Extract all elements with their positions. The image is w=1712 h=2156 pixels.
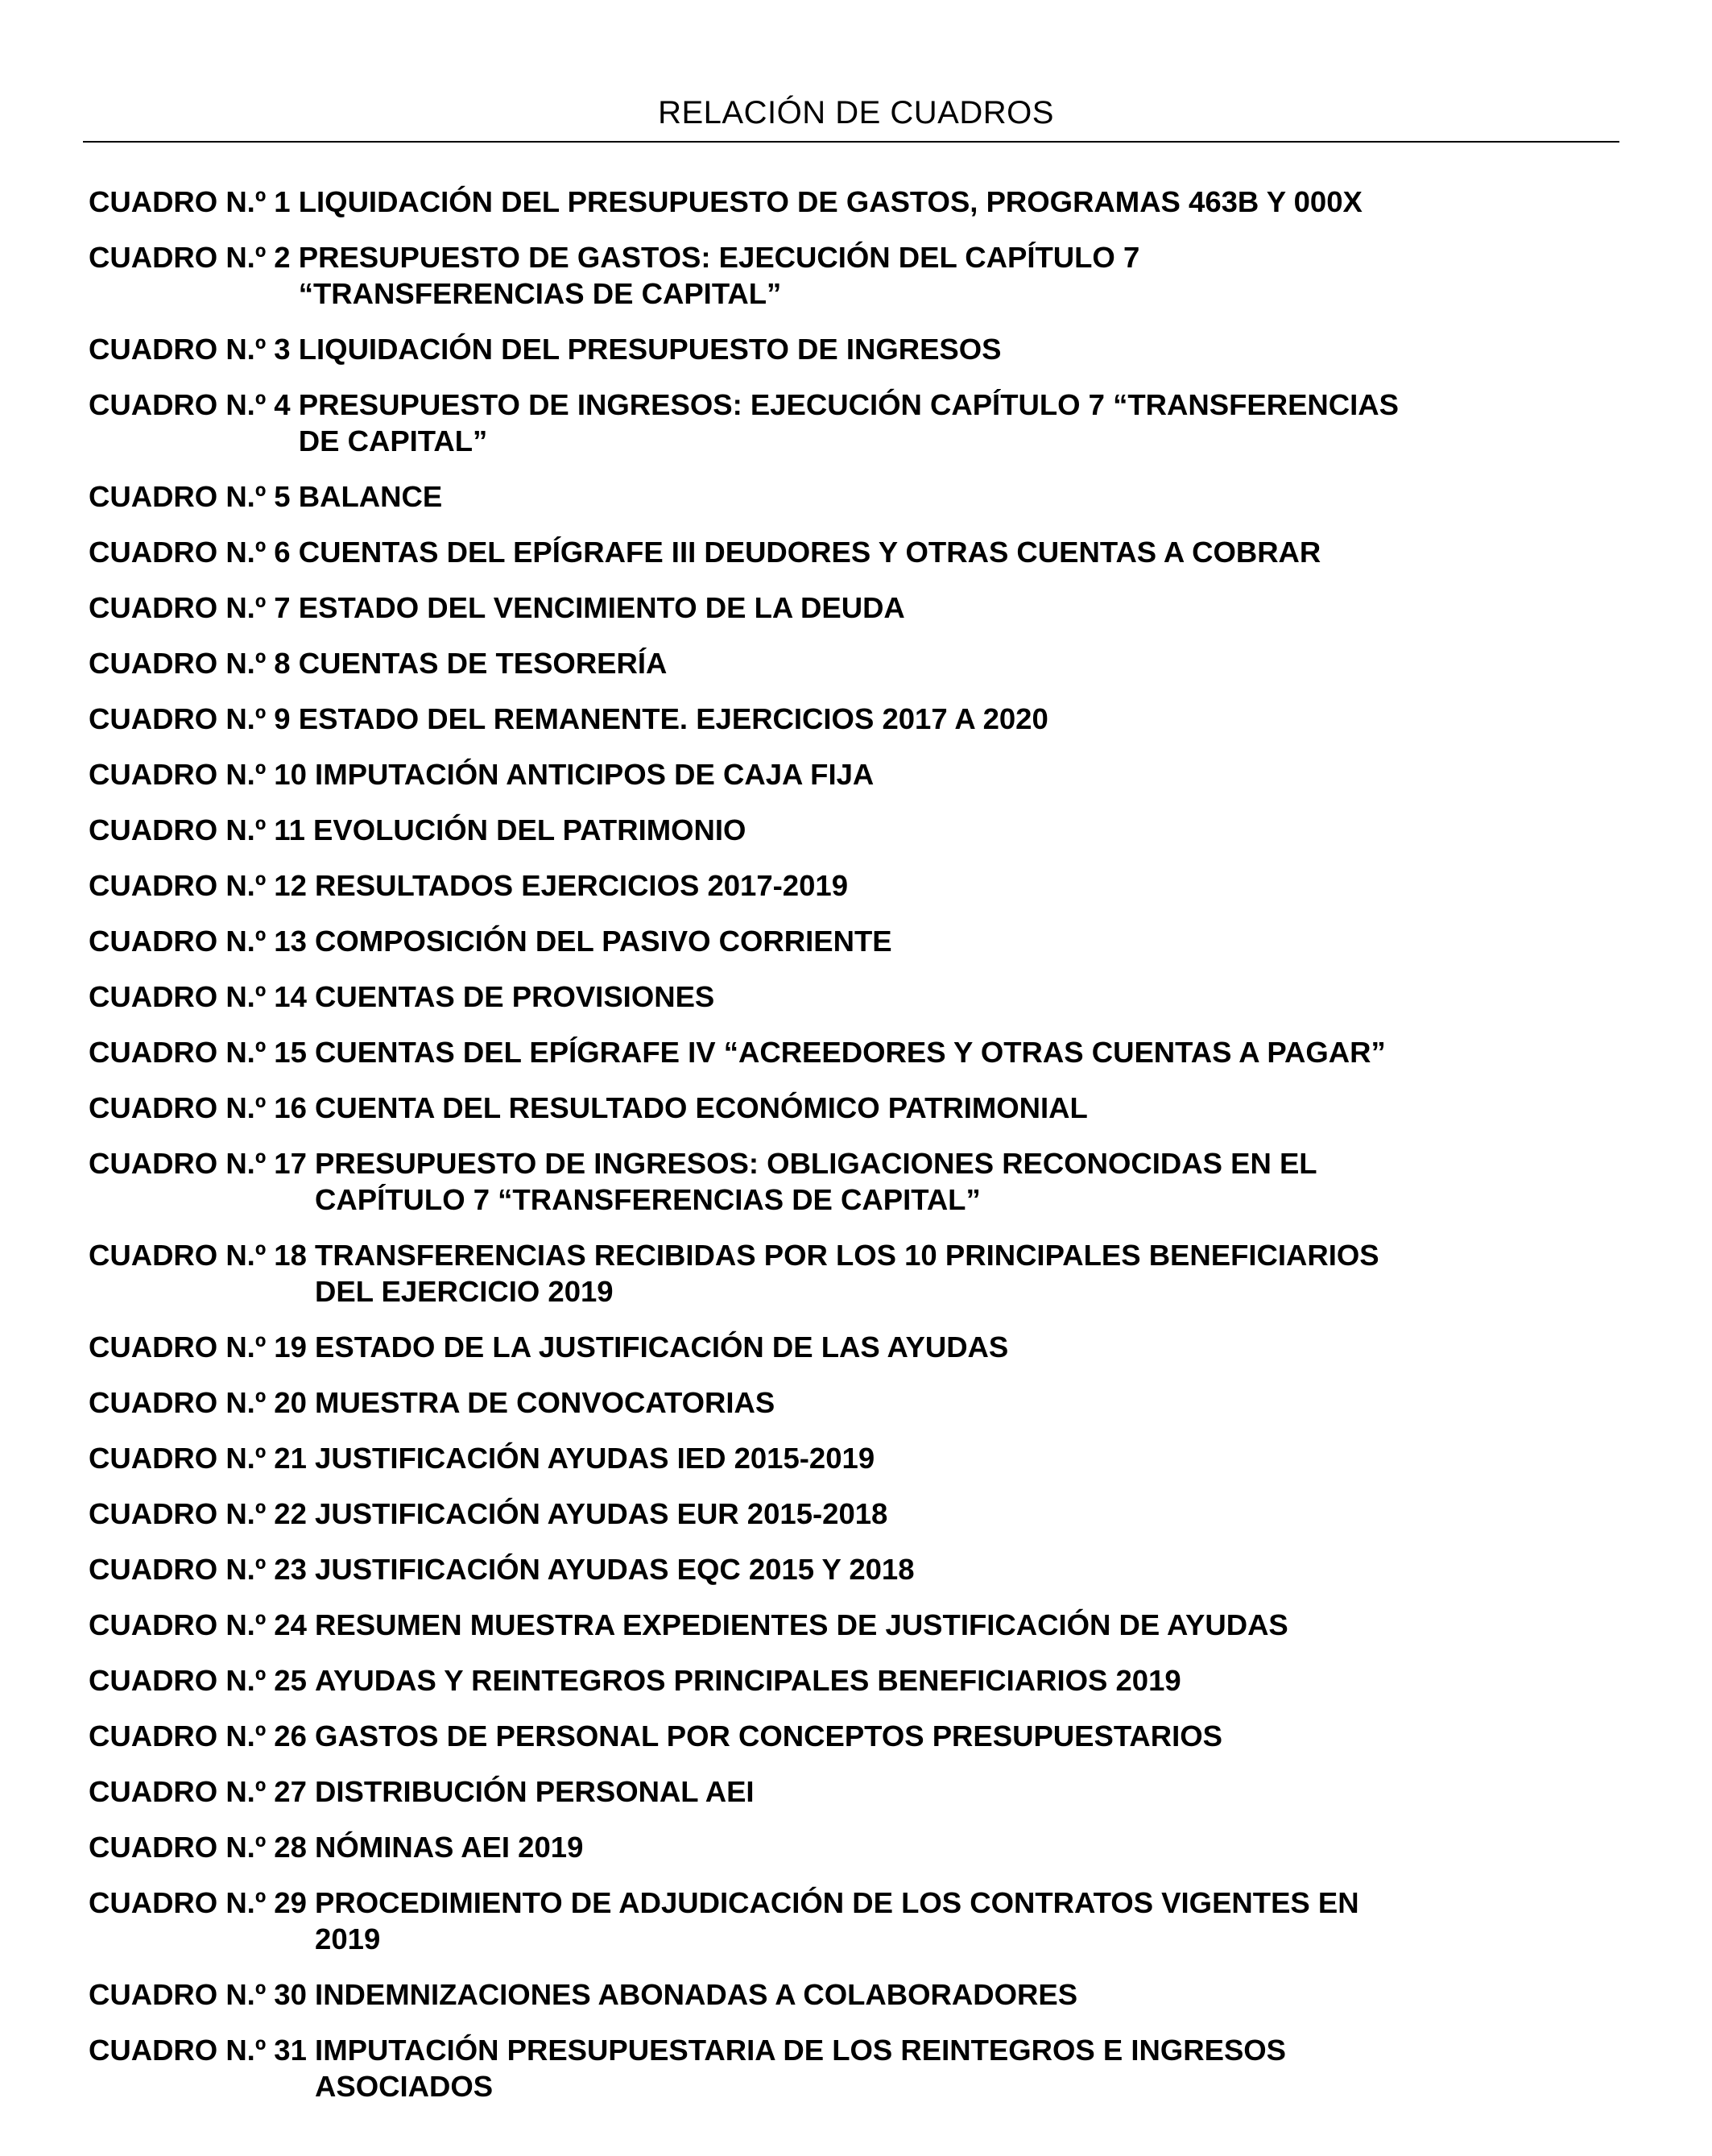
table-entry xyxy=(89,1773,1602,1810)
table-entry xyxy=(89,867,1602,904)
table-entry xyxy=(89,1329,1602,1365)
table-entry-title xyxy=(299,534,1602,570)
table-entry-number: CUADRO N.º 22 xyxy=(89,1497,316,1530)
table-entry-number: CUADRO N.º 19 xyxy=(89,1330,316,1364)
table-entry-title xyxy=(315,1551,1602,1587)
table-entry-number: CUADRO N.º 21 xyxy=(89,1442,316,1475)
table-entry-title-line: BALANCE xyxy=(298,480,443,513)
table-entry-number: CUADRO N.º 2 xyxy=(89,241,299,274)
table-entry xyxy=(89,590,1602,626)
table-entry xyxy=(89,2032,1602,2104)
table-entry-number: CUADRO N.º 30 xyxy=(89,1978,316,2011)
table-entry-title-line: DISTRIBUCIÓN PERSONAL AEI xyxy=(315,1775,755,1808)
table-entry-title xyxy=(315,1145,1602,1218)
table-entry-title xyxy=(315,1440,1602,1476)
table-entry-number: CUADRO N.º 6 xyxy=(89,536,299,569)
table-entry-title-line: JUSTIFICACIÓN AYUDAS IED 2015-2019 xyxy=(315,1442,875,1475)
table-entry-title-line: LIQUIDACIÓN DEL PRESUPUESTO DE INGRESOS xyxy=(298,333,1002,366)
table-entry-number: CUADRO N.º 25 xyxy=(89,1664,316,1697)
table-entry-title xyxy=(315,867,1602,904)
table-entry-number: CUADRO N.º 27 xyxy=(89,1775,316,1808)
table-entry-title-line: GASTOS DE PERSONAL POR CONCEPTOS PRESUPUESTARIOS xyxy=(315,1719,1223,1753)
table-entry-title-line: IMPUTACIÓN PRESUPUESTARIA DE LOS REINTEGROS E INGRESOS xyxy=(315,2034,1287,2067)
table-entry-title xyxy=(315,1496,1602,1532)
title-divider xyxy=(83,141,1619,143)
table-entry xyxy=(89,645,1602,681)
table-of-tables-list xyxy=(89,184,1602,2124)
table-entry-number: CUADRO N.º 8 xyxy=(89,647,299,680)
table-entry xyxy=(89,979,1602,1015)
table-entry-title-line: DEL EJERCICIO 2019 xyxy=(315,1275,614,1308)
table-entry-number: CUADRO N.º 18 xyxy=(89,1239,316,1272)
table-entry xyxy=(89,1440,1602,1476)
table-entry-title-line: LIQUIDACIÓN DEL PRESUPUESTO DE GASTOS, PROGRAMAS 463B Y 000X xyxy=(298,185,1363,218)
table-entry xyxy=(89,1145,1602,1218)
table-entry-title xyxy=(315,1718,1602,1754)
table-entry-title-line: NÓMINAS AEI 2019 xyxy=(315,1831,584,1864)
table-entry-title-line: INDEMNIZACIONES ABONADAS A COLABORADORES xyxy=(315,1978,1078,2011)
table-entry xyxy=(89,387,1602,459)
table-entry-title xyxy=(315,2032,1602,2104)
table-entry-title-line: CUENTAS DE TESORERÍA xyxy=(298,647,668,680)
table-entry-title xyxy=(299,701,1602,737)
table-entry-number: CUADRO N.º 14 xyxy=(89,980,316,1013)
table-entry-title xyxy=(299,331,1602,367)
table-entry-title xyxy=(315,1607,1602,1643)
table-entry-number: CUADRO N.º 9 xyxy=(89,702,299,735)
table-entry-title xyxy=(315,1384,1602,1421)
table-entry-number: CUADRO N.º 10 xyxy=(89,758,316,791)
table-entry xyxy=(89,534,1602,570)
table-entry-title-line: ASOCIADOS xyxy=(315,2070,494,2103)
table-entry-title xyxy=(315,1976,1602,2013)
table-entry xyxy=(89,1885,1602,1957)
table-entry-title xyxy=(315,1329,1602,1365)
table-entry-title xyxy=(315,1773,1602,1810)
table-entry-number: CUADRO N.º 16 xyxy=(89,1091,316,1124)
table-entry-title-line: CUENTA DEL RESULTADO ECONÓMICO PATRIMONIAL xyxy=(315,1091,1088,1124)
table-entry-title-line: ESTADO DEL VENCIMIENTO DE LA DEUDA xyxy=(298,591,905,624)
table-entry-title-line: DE CAPITAL” xyxy=(298,424,488,457)
table-entry-number: CUADRO N.º 20 xyxy=(89,1386,316,1419)
table-entry xyxy=(89,1496,1602,1532)
page-title: RELACIÓN DE CUADROS xyxy=(658,95,1054,130)
table-entry-title-line: JUSTIFICACIÓN AYUDAS EUR 2015-2018 xyxy=(315,1497,888,1530)
table-entry xyxy=(89,239,1602,312)
table-entry-number: CUADRO N.º 29 xyxy=(89,1886,316,1919)
table-entry-title xyxy=(299,645,1602,681)
table-entry-number: CUADRO N.º 1 xyxy=(89,185,299,218)
table-entry xyxy=(89,1090,1602,1126)
table-entry-title xyxy=(315,979,1602,1015)
table-entry-title xyxy=(315,1829,1602,1865)
table-entry-title-line: MUESTRA DE CONVOCATORIAS xyxy=(315,1386,775,1419)
table-entry-title-line: PRESUPUESTO DE INGRESOS: OBLIGACIONES RECONOCIDAS EN EL xyxy=(315,1147,1317,1180)
table-entry-title xyxy=(315,1237,1602,1310)
table-entry-title xyxy=(315,756,1602,792)
table-entry-title-line: ESTADO DE LA JUSTIFICACIÓN DE LAS AYUDAS xyxy=(315,1330,1009,1364)
table-entry-number: CUADRO N.º 17 xyxy=(89,1147,316,1180)
table-entry xyxy=(89,812,1602,848)
table-entry xyxy=(89,1976,1602,2013)
table-entry xyxy=(89,331,1602,367)
table-entry-title xyxy=(299,590,1602,626)
table-entry-number: CUADRO N.º 11 xyxy=(89,813,314,846)
table-entry-title xyxy=(299,387,1602,459)
table-entry-title xyxy=(299,184,1602,220)
table-entry-title-line: PRESUPUESTO DE GASTOS: EJECUCIÓN DEL CAPÍTULO 7 xyxy=(298,241,1140,274)
table-entry-title-line: JUSTIFICACIÓN AYUDAS EQC 2015 Y 2018 xyxy=(315,1553,915,1586)
table-entry-title-line: IMPUTACIÓN ANTICIPOS DE CAJA FIJA xyxy=(315,758,875,791)
table-entry-number: CUADRO N.º 28 xyxy=(89,1831,316,1864)
table-entry-number: CUADRO N.º 24 xyxy=(89,1608,316,1641)
table-entry-title-line: RESUMEN MUESTRA EXPEDIENTES DE JUSTIFICACIÓN DE AYUDAS xyxy=(315,1608,1288,1641)
table-entry-title xyxy=(315,923,1602,959)
table-entry-title-line: CUENTAS DE PROVISIONES xyxy=(315,980,715,1013)
table-entry-title-line: CUENTAS DEL EPÍGRAFE III DEUDORES Y OTRAS CUENTAS A COBRAR xyxy=(298,536,1321,569)
table-entry-number: CUADRO N.º 13 xyxy=(89,925,316,958)
table-entry xyxy=(89,701,1602,737)
table-entry xyxy=(89,478,1602,515)
table-entry-title xyxy=(313,812,1602,848)
table-entry-title xyxy=(315,1885,1602,1957)
table-entry-number: CUADRO N.º 4 xyxy=(89,388,299,421)
table-entry-number: CUADRO N.º 23 xyxy=(89,1553,316,1586)
table-entry xyxy=(89,1384,1602,1421)
table-entry xyxy=(89,923,1602,959)
table-entry-title xyxy=(315,1662,1602,1699)
table-entry-title-line: ESTADO DEL REMANENTE. EJERCICIOS 2017 A 2020 xyxy=(298,702,1048,735)
table-entry-number: CUADRO N.º 5 xyxy=(89,480,299,513)
table-entry-number: CUADRO N.º 3 xyxy=(89,333,299,366)
table-entry-title-line: PRESUPUESTO DE INGRESOS: EJECUCIÓN CAPÍTULO 7 “TRANSFERENCIAS xyxy=(298,388,1399,421)
table-entry-title-line: CAPÍTULO 7 “TRANSFERENCIAS DE CAPITAL” xyxy=(315,1183,981,1216)
table-entry-title-line: “TRANSFERENCIAS DE CAPITAL” xyxy=(298,277,782,310)
table-entry xyxy=(89,1237,1602,1310)
table-entry-title-line: PROCEDIMIENTO DE ADJUDICACIÓN DE LOS CONTRATOS VIGENTES EN xyxy=(315,1886,1359,1919)
table-entry xyxy=(89,184,1602,220)
table-entry xyxy=(89,1662,1602,1699)
table-entry-number: CUADRO N.º 12 xyxy=(89,869,316,902)
table-entry-title-line: COMPOSICIÓN DEL PASIVO CORRIENTE xyxy=(315,925,892,958)
table-entry xyxy=(89,1034,1602,1070)
table-entry-title-line: EVOLUCIÓN DEL PATRIMONIO xyxy=(313,813,746,846)
table-entry-number: CUADRO N.º 31 xyxy=(89,2034,316,2067)
table-entry-title-line: CUENTAS DEL EPÍGRAFE IV “ACREEDORES Y OTRAS CUENTAS A PAGAR” xyxy=(315,1036,1386,1069)
table-entry-title-line: TRANSFERENCIAS RECIBIDAS POR LOS 10 PRINCIPALES BENEFICIARIOS xyxy=(315,1239,1379,1272)
table-entry-title xyxy=(299,239,1602,312)
table-entry-number: CUADRO N.º 26 xyxy=(89,1719,316,1753)
table-entry-title-line: 2019 xyxy=(315,1922,381,1955)
table-entry xyxy=(89,1718,1602,1754)
table-entry-title-line: RESULTADOS EJERCICIOS 2017-2019 xyxy=(315,869,849,902)
table-entry-title xyxy=(315,1090,1602,1126)
table-entry-number: CUADRO N.º 15 xyxy=(89,1036,316,1069)
table-entry xyxy=(89,1551,1602,1587)
table-entry-number: CUADRO N.º 7 xyxy=(89,591,299,624)
table-entry xyxy=(89,756,1602,792)
table-entry xyxy=(89,1829,1602,1865)
table-entry xyxy=(89,1607,1602,1643)
table-entry-title xyxy=(299,478,1602,515)
table-entry-title-line: AYUDAS Y REINTEGROS PRINCIPALES BENEFICIARIOS 2019 xyxy=(315,1664,1181,1697)
table-entry-title xyxy=(315,1034,1602,1070)
